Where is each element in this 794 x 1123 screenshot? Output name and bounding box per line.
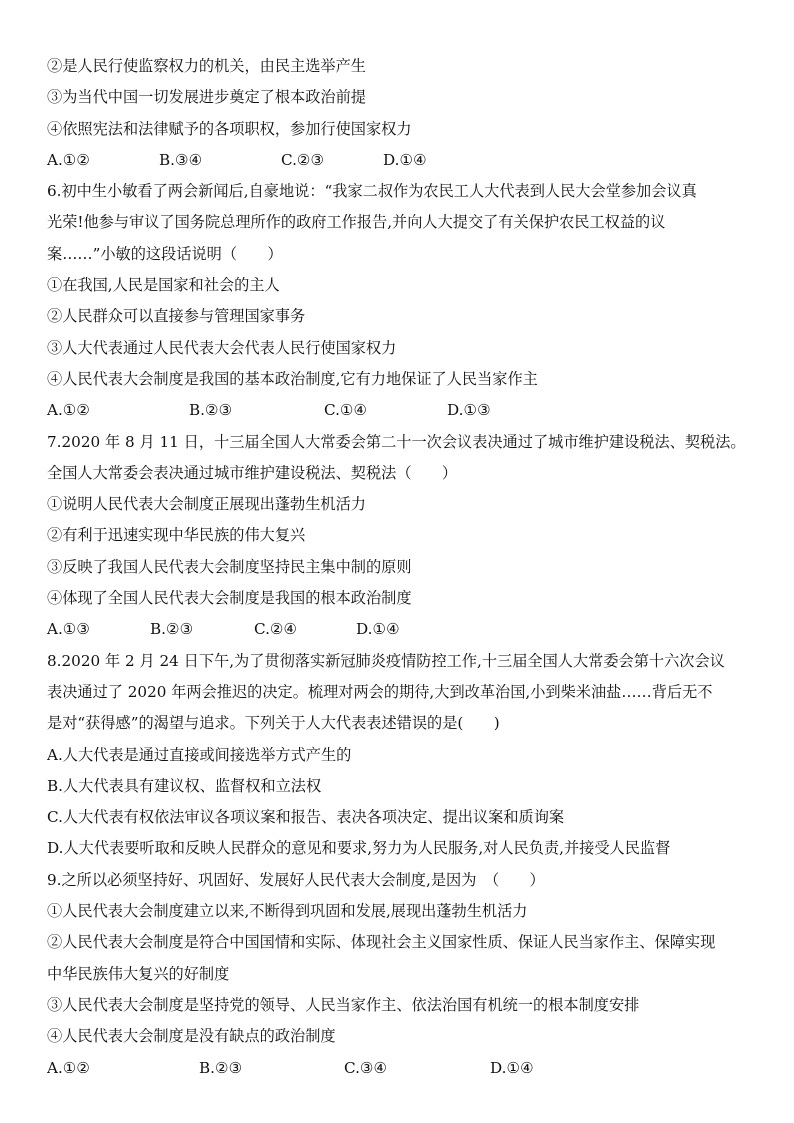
question-8-stem: 是对“获得感”的渴望与追求。下列关于人大代表表述错误的是( ) bbox=[47, 714, 500, 733]
question-7-stem: 7.2020 年 8 月 11 日，十三届全国人大常委会第二十一次会议表决通过了城市维护建设税法、契税法。 bbox=[47, 432, 746, 451]
item-line: ④依照宪法和法律赋予的各项职权，参加行使国家权力 bbox=[47, 119, 412, 138]
item-line: ③反映了我国人民代表大会制度坚持民主集中制的原则 bbox=[47, 557, 412, 576]
question-7-stem: 全国人大常委会表决通过城市维护建设税法、契税法（ ） bbox=[47, 463, 458, 482]
question-6-stem: 案……”小敏的这段话说明（ ） bbox=[47, 244, 283, 263]
question-9-stem: 9.之所以必须坚持好、巩固好、发展好人民代表大会制度,是因为 （ ） bbox=[47, 870, 545, 889]
answer-options bbox=[47, 614, 767, 645]
item-line: ②人民代表大会制度是符合中国国情和实际、体现社会主义国家性质、保证人民当家作主、保障实现 bbox=[47, 933, 716, 952]
option-b: B.③④ bbox=[159, 150, 203, 169]
item-line: ④人民代表大会制度是我国的基本政治制度,它有力地保证了人民当家作主 bbox=[47, 369, 538, 388]
item-line: ②是人民行使监察权力的机关，由民主选举产生 bbox=[47, 57, 366, 75]
item-line: ④人民代表大会制度是没有缺点的政治制度 bbox=[47, 1027, 336, 1046]
answer-option-line: B.人大代表具有建议权、监督权和立法权 bbox=[47, 776, 322, 795]
item-line: ③人民代表大会制度是坚持党的领导、人民当家作主、依法治国有机统一的根本制度安排 bbox=[47, 995, 640, 1014]
answer-option-line: C.人大代表有权依法审议各项议案和报告、表决各项决定、提出议案和质询案 bbox=[47, 808, 565, 827]
option-d: D.①④ bbox=[383, 150, 427, 169]
option-a: A.①② bbox=[47, 150, 91, 169]
item-line: ①在我国,人民是国家和社会的主人 bbox=[47, 276, 280, 295]
item-line: 中华民族伟大复兴的好制度 bbox=[47, 964, 230, 983]
option-a: A.①② bbox=[47, 401, 91, 420]
item-line: ③为当代中国一切发展进步奠定了根本政治前提 bbox=[47, 88, 366, 107]
question-8-stem: 表决通过了 2020 年两会推迟的决定。梳理对两会的期待,大到改革治国,小到柴米油盐……背后无不 bbox=[47, 682, 713, 701]
question-6-stem: 光荣!他参与审议了国务院总理所作的政府工作报告,并向人大提交了有关保护农民工权益的议 bbox=[47, 213, 666, 232]
option-d: D.①④ bbox=[490, 1058, 534, 1077]
option-a: A.①② bbox=[47, 1058, 91, 1077]
option-c: C.②④ bbox=[254, 620, 298, 639]
question-8-stem: 8.2020 年 2 月 24 日下午,为了贯彻落实新冠肺炎疫情防控工作,十三届全国人大常委会第十六次会议 bbox=[47, 651, 725, 670]
answer-options bbox=[47, 145, 767, 176]
option-d: D.①④ bbox=[356, 620, 400, 639]
option-b: B.②③ bbox=[199, 1058, 243, 1077]
option-d: D.①③ bbox=[447, 401, 491, 420]
item-line: ③人大代表通过人民代表大会代表人民行使国家权力 bbox=[47, 338, 397, 357]
option-a: A.①③ bbox=[47, 620, 91, 639]
option-c: C.③④ bbox=[344, 1058, 388, 1077]
exam-page bbox=[47, 51, 767, 1084]
option-c: C.②③ bbox=[281, 150, 325, 169]
option-b: B.②③ bbox=[189, 401, 233, 420]
item-line: ①人民代表大会制度建立以来,不断得到巩固和发展,展现出蓬勃生机活力 bbox=[47, 902, 528, 921]
answer-options bbox=[47, 395, 767, 426]
answer-options bbox=[47, 1053, 767, 1084]
question-6-stem: 6.初中生小敏看了两会新闻后,自豪地说：“我家二叔作为农民工人大代表到人民大会堂参加会议真 bbox=[47, 182, 697, 201]
item-line: ②人民群众可以直接参与管理国家事务 bbox=[47, 307, 306, 326]
option-c: C.①④ bbox=[324, 401, 368, 420]
item-line: ④体现了全国人民代表大会制度是我国的根本政治制度 bbox=[47, 589, 412, 608]
answer-option-line: A.人大代表是通过直接或间接选举方式产生的 bbox=[47, 745, 352, 764]
answer-option-line: D.人大代表要听取和反映人民群众的意见和要求,努力为人民服务,对人民负责,并接受人民监督 bbox=[47, 839, 671, 858]
item-line: ②有利于迅速实现中华民族的伟大复兴 bbox=[47, 526, 306, 545]
item-line: ①说明人民代表大会制度正展现出蓬勃生机活力 bbox=[47, 495, 366, 514]
option-b: B.②③ bbox=[150, 620, 194, 639]
